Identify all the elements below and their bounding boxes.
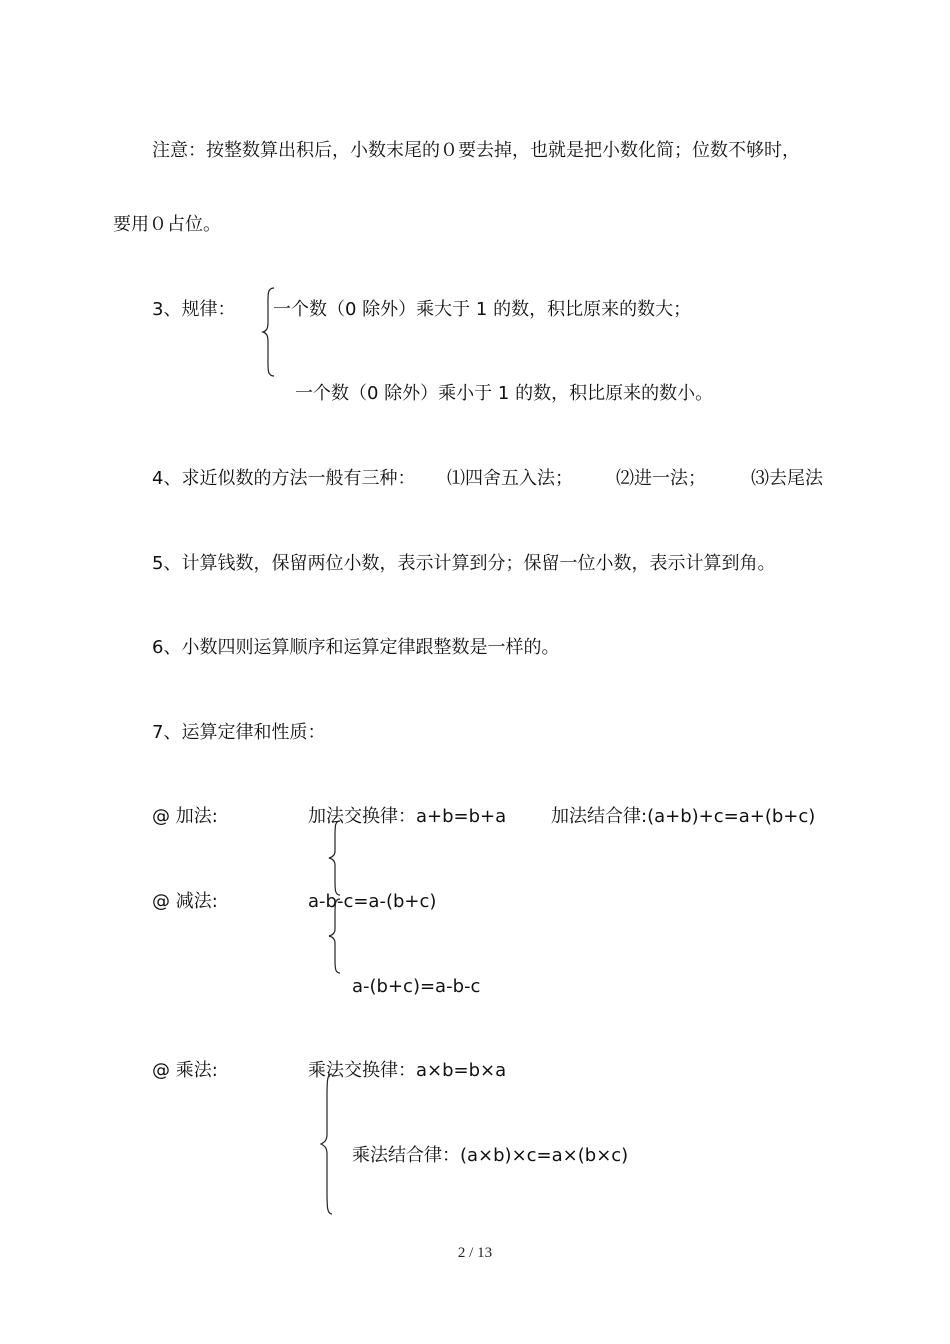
subtraction-brace (328, 898, 342, 974)
note-line-2: 要用０占位。 (113, 214, 221, 235)
subtraction-property-2: a-(b+c)=a-b-c (352, 976, 481, 997)
rule3-item-1: 一个数（0 除外）乘大于 1 的数，积比原来的数大； (273, 299, 692, 320)
addition-brace (328, 820, 342, 896)
addition-associative: 加法结合律:(a+b)+c=a+(b+c) (551, 806, 816, 827)
multiplication-associative: 乘法结合律：(a×b)×c=a×(b×c) (352, 1145, 629, 1166)
rule4-method-3: ⑶去尾法 (751, 468, 823, 489)
multiplication-label: @ 乘法: (152, 1060, 218, 1081)
subtraction-property-1: a-b-c=a-(b+c) (308, 891, 437, 912)
rule4-method-1: ⑴四舍五入法； (447, 468, 573, 489)
addition-label: @ 加法: (152, 806, 218, 827)
rule6-text: 6、小数四则运算顺序和运算定律跟整数是一样的。 (152, 637, 560, 658)
rule4-label: 4、求近似数的方法一般有三种： (152, 468, 416, 489)
rule5-text: 5、计算钱数，保留两位小数，表示计算到分；保留一位小数，表示计算到角。 (152, 553, 776, 574)
rule3-item-2: 一个数（0 除外）乘小于 1 的数，积比原来的数小。 (295, 383, 714, 404)
rule7-label: 7、运算定律和性质： (152, 722, 326, 743)
subtraction-label: @ 减法: (152, 891, 218, 912)
addition-commutative: 加法交换律：a+b=b+a (308, 806, 507, 827)
page-number: 2 / 13 (457, 1245, 493, 1261)
multiplication-commutative: 乘法交换律：a×b=b×a (308, 1060, 507, 1081)
multiplication-brace (320, 1073, 334, 1215)
rule4-method-2: ⑵进一法； (616, 468, 706, 489)
rule3-label: 3、规律： (152, 299, 236, 320)
note-line-1: 注意：按整数算出积后，小数末尾的０要去掉，也就是把小数化简；位数不够时， (152, 140, 800, 161)
